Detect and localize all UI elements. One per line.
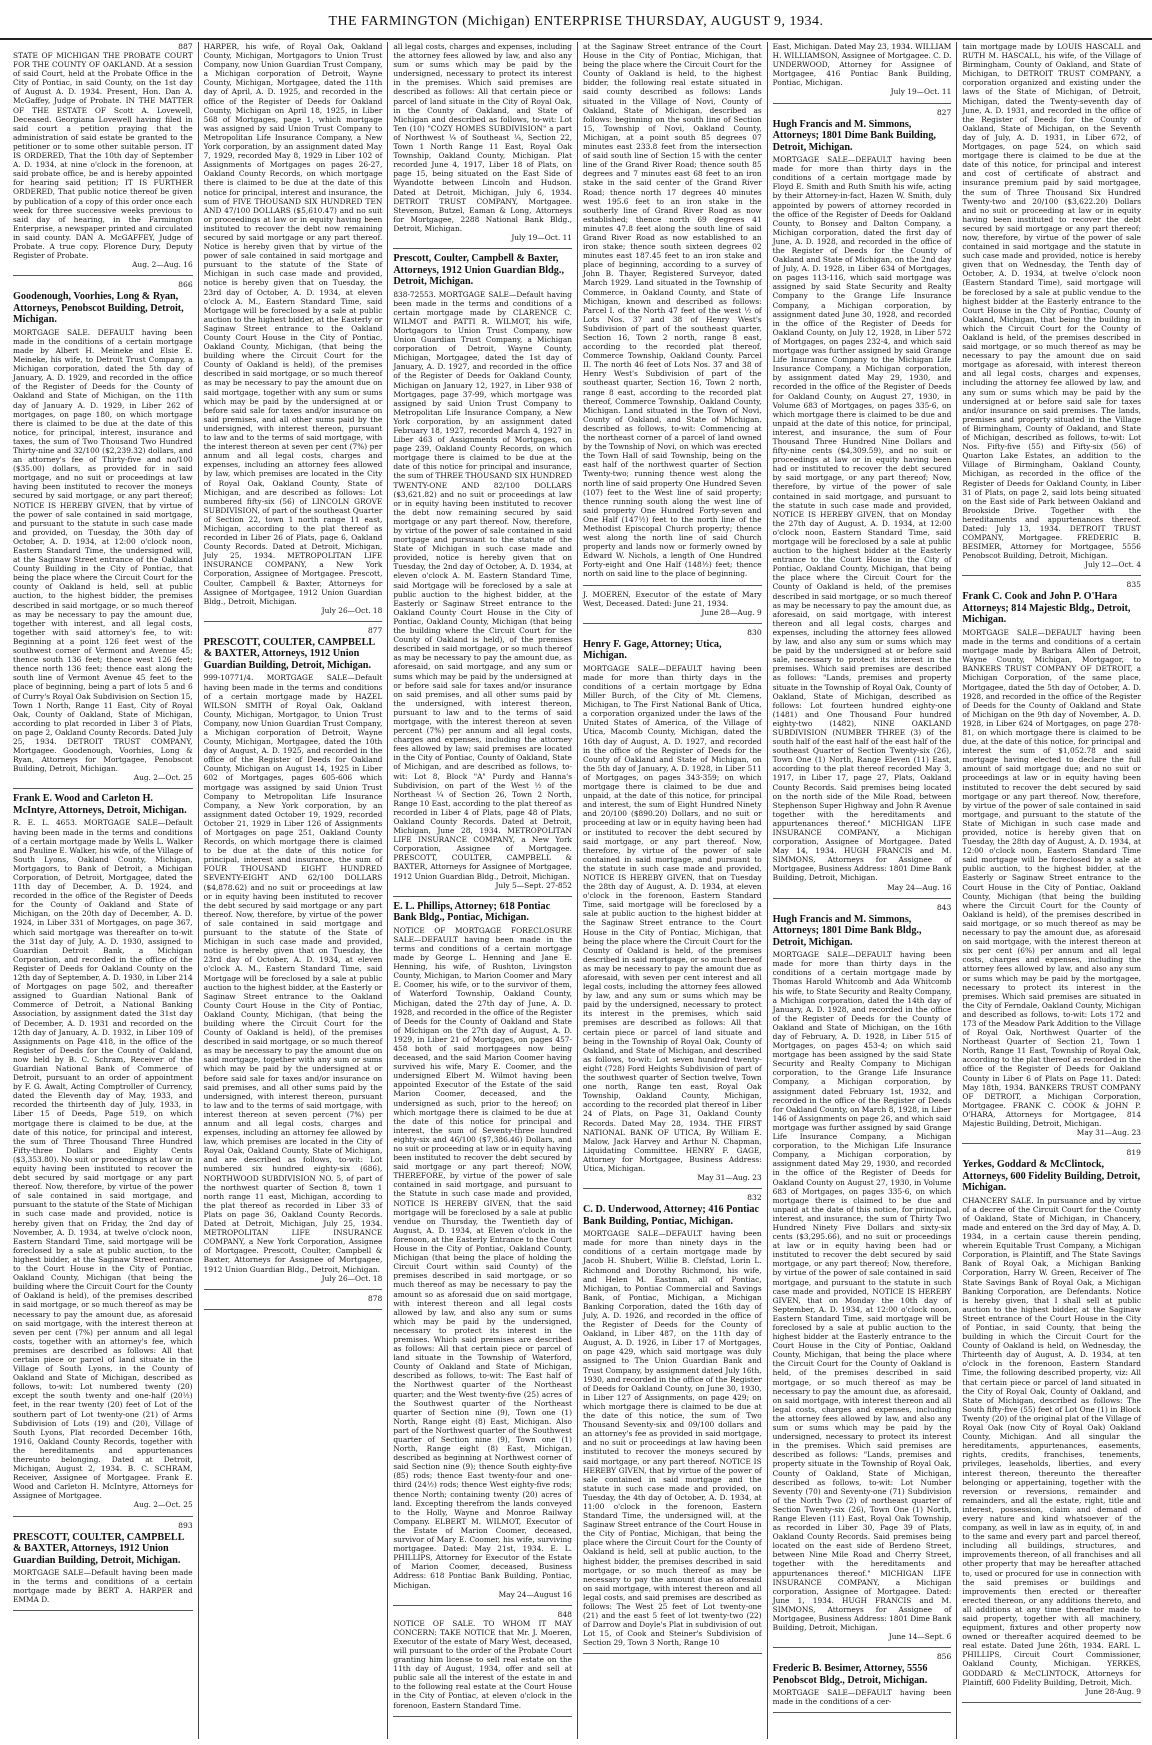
notice-heading: Goodenough, Voorhies, Long & Ryan, Attorneys, Penobscot Building, Detroit, Michigan.	[13, 291, 184, 326]
notice-number: 830	[747, 627, 762, 637]
notice-divider	[204, 1289, 383, 1290]
legal-notice	[204, 626, 383, 1283]
newspaper-column	[577, 42, 767, 1739]
legal-notice	[773, 108, 952, 892]
notice-publication-dates: June 28—Aug. 9	[701, 607, 762, 617]
notice-divider	[583, 1653, 762, 1654]
legal-notice	[13, 1521, 193, 1605]
notice-divider	[773, 1647, 952, 1648]
notice-publication-dates: May 31—Aug. 23	[1076, 1128, 1141, 1138]
notice-heading: Frank E. Wood and Carleton H. McIntyre, Attorneys, Detroit, Michigan.	[13, 793, 187, 816]
notice-divider	[773, 898, 952, 899]
notice-divider	[13, 1610, 193, 1611]
notice-number: 827	[936, 107, 952, 117]
legal-notice	[583, 628, 762, 1182]
notice-body: NOTICE OF MORTGAGE FORECLOSURE SALE—DEFAULT having been made in the terms and conditions of a certain mortgage made by George L. Henning and Jane E. Henning, his wife, of Rushton, Livingston County, Michigan, to Marion Coomer and Mary E. Coomer, his wife, or to the survivor of them, of Waterford Township, Oakland County, Michigan, dated the 27th day of June, A. D. 1928, and recorded in the office of the Register of Deeds for the County of Oakland and State of Michigan on the 27th day of August, A. D. 1929, in Liber 21 of Mortgages, on pages 457-458 both of said mortgagees now being deceased, and the said Marion Coomer having survived his wife, Mary E. Coomer, and the undersigned Elbert M. Wilmot having been appointed Executor of the Estate of the said Marion Coomer, deceased, and the undersigned as such, prior to the hereof; on which mortgage there is claimed to be due at the date of this notice for principal and interest, the sum of Seventy-three hundred eighty-six and 46/100 ($7,386.46) Dollars, and no suit or proceeding at law or in equity having been instituted to recover the debt secured by said mortgage or any part thereof; NOW, THEREFORE, by virtue of the power of sale contained in said mortgage, and pursuant to the Statute in such case made and provided, NOTICE IS HEREBY GIVEN, that the said mortgage will be foreclosed by a sale at public vendue on Thursday, the Twentieth day of August, A. D. 1934, at Eleven o'clock in the forenoon, at the Easterly Entrance to the Court House in the City of Pontiac, Oakland County, Michigan (that being the place of holding the Circuit Court within said County) of the premises described in said mortgage, or so much thereof as may be necessary to pay the amount so as aforesaid due on said mortgage, with interest thereon and all legal costs allowed by law, and also any sum or sums which may be paid by the undersigned, necessary to protect its interest in the premises. Which said premises are described as follows: All that certain piece or parcel of land situate in the Township of Waterford, County of Oakland and State of Michigan, described as follows, to-wit: The East half of the Northwest quarter of the Northeast quarter; and the West twenty-five (25) acres of the Southwest quarter of the Northeast quarter of Section nine (9), Town one (1) North, Range eight (8) East, Michigan. Also part of the Northwest quarter of the Southwest quarter of Section nine (9), Town one (1) North, Range eight (8) East, Michigan, described as beginning at Northwest corner of said Section nine (9); thence South eighty-five (85) rods; thence East twenty-four and one-third (24½) rods; thence West eighty-five rods; thence North; containing twenty (20) acres of land. Excepting therefrom the lands conveyed to the Holly, Wayne and Monroe Railway Company. ELBERT M. WILMOT, Executor of the Estate of Marion Coomer, deceased, survivor of Mary E. Coomer, his wife, surviving mortgagee. Dated: May 21st, 1934. E. L. PHILLIPS, Attorney for Executor of the Estate of Marion Coomer, deceased, Business Address: 618 Pontiac Bank Building, Pontiac, Michigan.	[393, 925, 572, 1590]
notice-number: 819	[1126, 1148, 1141, 1158]
notice-publication-dates: July 26—Oct. 18	[321, 605, 383, 615]
notice-number: 848	[557, 1609, 572, 1619]
notice-publication-dates: May 24—Aug. 16	[887, 882, 952, 892]
legal-notice	[773, 1652, 952, 1706]
notice-heading: C. D. Underwood, Attorney; 416 Pontiac Bank Building, Pontiac, Michigan.	[583, 1204, 760, 1227]
notice-body: STATE OF MICHIGAN THE PROBATE COURT FOR THE COUNTY OF OAKLAND. At a session of said Court, held at the Probate Office in the City of Pontiac, in said County, on the 1st day of August A. D. 1934. Present, Hon. Dan A. McGaffey, Judge of Probate. IN THE MATTER OF THE ESTATE OF Scott A. Lovewell, Deceased. Georgiana Lovewell having filed in said court a petition praying that the administration of said estate be granted to the petitioner or to some other suitable person. IT IS ORDERED, That the 10th day of September A. D. 1934, at nine o'clock in the forenoon, at said probate office, be and is hereby appointed for hearing said petition; IT IS FURTHER ORDERED, That public notice thereof be given by publication of a copy of this order once each week for three successive weeks previous to said day of hearing, in the Farmington Enterprise, a newspaper printed and circulated in said county. DAN A. McGAFFEY, Judge of Probate. A true copy. Florence Dury, Deputy Register of Probate.	[13, 51, 193, 261]
legal-notice	[393, 1610, 572, 1710]
notice-body: HARPER, his wife, of Royal Oak, Oakland County, Michigan, Mortgagors to Union Trust Company, now Union Guardian Trust Company, a Michigan corporation of Detroit, Wayne County, Michigan, Mortgagee, dated the 11th day of April, A. D. 1925, and recorded in the office of the Register of Deeds for Oakland County, Michigan on April 18, 1925, in Liber 568 of Mortgages, page 1, which mortgage was assigned by said Union Trust Company to Metropolitan Life Insurance Company, a New York corporation, by an assignment dated May 7, 1929, recorded May 8, 1929 in Liber 102 of Assignments of Mortgages on pages 26-27, Oakland County Records, on which mortgage there is claimed to be due at the date of this notice for principal, interest and insurance, the sum of FIVE THOUSAND SIX HUNDRED TEN AND 47/100 DOLLARS ($5,610.47) and no suit or proceedings at law or in equity having been instituted to recover the debt now remaining secured by said mortgage or any part thereof. Notice is hereby given that by virtue of the power of sale contained in said mortgage and pursuant to the statute of the State of Michigan in such case made and provided, notice is hereby given that on Tuesday, the 23rd day of October, A. D. 1934, at eleven o'clock A. M., Eastern Standard Time, said Mortgage will be foreclosed by a sale at public auction to the highest bidder, at the Easterly or Saginaw Street entrance to the Oakland County Court House in the City of Pontiac, Oakland County, Michigan, (that being the building where the Circuit Court for the County of Oakland is held), of the premises described in said mortgage, or so much thereof as may be necessary to pay the amount due on said mortgage, together with any sum or sums which may be paid by the undersigned at or before said sale for taxes and/or insurance on said premises, and all other sums paid by the undersigned, with interest thereon, pursuant to law and to the terms of said mortgage, with the interest thereon at seven per cent (7%) per annum and all legal costs, charges and expenses, including an attorney fees allowed by law, which premises are located in the City of Royal Oak, Oakland County, State of Michigan, and are described as follows: Lot numbered fifty-six (56) of LINCOLN GROVE SUBDIVISION, of part of the southeast Quarter of Section 22, town 1 north range 11 east, Michigan, according to the plat thereof as recorded in Liber 26 of Plats, page 6, Oakland County Records. Dated at Detroit, Michigan, July 25, 1934. METROPOLITAN LIFE INSURANCE COMPANY, a New York Corporation, Assignee of Mortgagee. Prescott, Coulter, Campbell & Baxter, Attorneys for Assignee of Mortgagee, 1912 Union Guardian Bldg., Detroit, Michigan.	[203, 42, 383, 606]
notice-publication-dates: June 28-Aug. 9	[1085, 1686, 1141, 1696]
newspaper-column	[767, 42, 957, 1739]
notice-number: 843	[936, 902, 952, 912]
notice-divider	[393, 896, 572, 897]
notice-number: 893	[178, 1520, 193, 1530]
notice-body: all legal costs, charges and expenses, including the attorney fees allowed by law, and also any sum or sums which may be paid by the undersigned, necessary to protect its interest in the premises. Which said premises are described as follows: All that certain piece or parcel of land situate in the City of Royal Oak, in the County of Oakland, and State of Michigan and described as follows, to-wit: Lot Ten (10) "COZY HOMES SUBDIVISION" a part of Northwest ¼ of Southeast ¼, Section 22, Town 1 North Range 11 East, Royal Oak Township, Oakland County, Michigan. Plat recorded June 4, 1917, Liber 18 of Plats, on page 15, being situated on the East Side of Wyandotte between Lincoln and Hudson. Dated at Detroit, Michigan, July 6, 1934. DETROIT TRUST COMPANY, Mortgagee. Stevenson, Butzel, Eaman & Long, Attorneys for Mortgagee, 2288 National Bank Bldg., Detroit, Michigan.	[393, 42, 572, 233]
notice-body: MORTGAGE SALE—DEFAULT having been made for more than thirty days in the conditions of a certain mortgage made by Floyd E. Smith and Ruth Smith his wife, acting by their Attorney-in-fact, Hazen W. Smith, duly appointed by powers of attorney recorded in the office of the Register of Deeds for Oakland County, to Bonsey and Dalton Company, a Michigan corporation, dated the first day of June, A. D. 1928, and recorded in the office of the Register of Deeds for the County of Oakland and State of Michigan, on the 2nd day of July, A. D. 1928, in Liber 634 of Mortgages, on pages 113-116, which said mortgage was assigned by said State Security and Realty Company to the Grange Life Insurance Company, a Michigan corporation, by assignment dated June 30, 1928, and recorded in the office of the Register of Deeds for Oakland County, on July 12, 1928, in Liber 572 of Mortgages, on pages 232-4, and which said mortgage was further assigned by said Grange Life Insurance Company to the Michigan Life Insurance Company, a Michigan corporation, by assignment dated May 29, 1930, and recorded in the office of the Register of Deeds for Oakland County, on August 27, 1930, in Volume 683 of Mortgages, on pages 335-6, on which mortgage there is claimed to be due and unpaid at the date of this notice, for principal, interest, and insurance, the sum of Four Thousand Three Hundred Nine Dollars and fifty-nine cents ($4,309.59), and no suit or proceedings at law or in equity having been had or instituted to recover the debt secured by said mortgage, or any part thereof; Now, therefore, by virtue of the power of sale contained in said mortgage, and pursuant to the statute in such case made and provided, NOTICE IS HEREBY GIVEN, that on Monday the 27th day of August, A. D. 1934, at 12:00 o'clock noon, Eastern Standard Time, said mortgage will be foreclosed by a sale at public auction to the highest bidder at the Easterly entrance to the Court House in the City of Pontiac, Oakland County, Michigan, that being the place where the Circuit Court for the County of Oakland is held, of the premises described in said mortgage, or so much thereof as may be necessary to pay the amount due, as aforesaid, on said mortgage, with interest thereon and all legal costs, charges and expenses, including the attorney fees allowed by law, and also any sum or sums which may be paid by the undersigned at or before said sale, necessary to protect its interest in the premises. Which said premises are described as follows: "Lands, premises and property situate in the Township of Royal Oak, County of Oakland, State of Michigan, described as follows: Lot fourteen hundred eighty-one (1481) and One Thousand Four hundred eighty-two (1482), NINE OAKLAND SUBDIVISION (NUMBER THREE (3) of the south half of the east half of the east half of the southeast Quarter of Section Twenty-six (26), Town One (1) North, Range Eleven (11) East, according to the plat thereof recorded May 3, 1917, in Liber 17, page 27, Plats, Oakland County Records. Said premises being located on the north side of the Mile Road, between Stephenson Super Highway and John R Avenue together with the hereditaments and appurtenances thereof." MICHIGAN LIFE INSURANCE COMPANY, a Michigan corporation, Assignee of Mortgagee. Dated May 14, 1934. HUGH FRANCIS and M. SIMMONS, Attorneys for Assignee of Mortgagee, Business Address: 1801 Dime Bank Building, Detroit, Michigan.	[772, 155, 952, 883]
notice-divider	[13, 788, 193, 789]
notice-number: 877	[367, 625, 383, 635]
notice-publication-dates: Aug. 2—Oct. 25	[133, 773, 193, 783]
notice-body: J. MOEREN, Executor of the estate of Mary West, Deceased. Dated: June 21, 1934.	[583, 589, 762, 608]
notice-number: 878	[367, 1293, 383, 1303]
notice-divider	[962, 1702, 1141, 1703]
notice-heading: Frank C. Cook and John P. O'Hara Attorneys; 814 Majestic Bldg., Detroit, Michigan.	[962, 591, 1131, 626]
notice-divider	[13, 1516, 193, 1517]
notice-divider	[962, 575, 1141, 576]
notice-body: MORTGAGE SALE—DEFAULT having been made for more than thirty days in the conditions of a certain mortgage made by Thomas Harold Whitcomb and Ada Whitcomb his wife, to State Security and Realty Company, a Michigan corporation, dated the 14th day of January, A. D. 1928, and recorded in the office of the Register of Deeds for the County of Oakland and State of Michigan, on the 16th day of February, A. D. 1928, in Liber 515 of Mortgages, on pages 453-4; on which said mortgage has been assigned by the said State Security and Realty Company to Michigan corporation, to the Grange Life Insurance Company, a Michigan corporation, by assignment dated February 1st, 1932, and recorded in the office of the Register of Deeds for Oakland County, on March 8, 1928, in Liber 146 of Assignments on page 26, and which said mortgage was further assigned by said Grange Life Insurance Company, a Michigan corporation, to the Michigan Life Insurance Company, a Michigan corporation, by assignment dated May 29, 1930, and recorded in the office of the Register of Deeds for Oakland County on August 27, 1930, in Volume 683 of Mortgages, on pages 335-6, on which mortgage there is claimed to be due and unpaid at the date of this notice, for principal, interest, and insurance, the sum of Thirty Two Hundred Ninety Five Dollars and sixty-six cents ($3,295.66), and no suit or proceedings at law or in equity having been had or instituted to recover the debt secured by said mortgage, or any part thereof; Now, therefore, by virtue of the power of sale contained in said mortgage, and pursuant to the statute in such case made and provided, NOTICE IS HEREBY GIVEN, that on Monday the 10th day of September, A. D. 1934, at 12:00 o'clock noon, Eastern Standard Time, said mortgage will be foreclosed by a sale at public auction to the highest bidder at the Easterly entrance to the Court House in the City of Pontiac, Oakland County, Michigan, that being the place where the Circuit Court for the County of Oakland is held, of the premises described in said mortgage, or so much thereof as may be necessary to pay the amount due, as aforesaid, on said mortgage, with interest thereon and all legal costs, charges and expenses, including the attorney fees allowed by law, and also any sum or sums which may be paid by the undersigned, necessary to protect its interest in the premises. Which said premises are described as follows: "Lands, premises and property situate in the Township of Royal Oak, County of Oakland, State of Michigan, described as follows, to-wit: Lot Number Seventy (70) and Seventy-one (71) Subdivision of the North Two (2) of northeast quarter of Section Twenty-six (26), Town One (1) North, Range Eleven (11) East, Royal Oak Township, as recorded in Liber 30, Page 39 of Plats, Oakland County Records. Said premises being located on the east side of Berdeno Street, between Nine Mile Road and Cherry Street, together with the hereditaments and appurtenances thereof." MICHIGAN LIFE INSURANCE COMPANY, a Michigan corporation, Assignee of Mortgagee. Dated: June 1, 1934. HUGH FRANCIS and M. SIMMONS, Attorneys for Assignee of Mortgagee, Business Address: 1801 Dime Bank Building, Detroit, Michigan.	[772, 950, 952, 1633]
legal-notices-columns	[8, 42, 1146, 1739]
legal-notice	[13, 793, 193, 1509]
legal-notice	[962, 580, 1141, 1137]
notice-heading: Hugh Francis and M. Simmons, Attorneys; 1801 Dime Bank Building, Detroit, Michigan.	[772, 118, 936, 153]
newspaper-column	[8, 42, 198, 1739]
notice-heading: Prescott, Coulter, Campbell & Baxter, Attorneys, 1912 Union Guardian Bldg., Detroit, Michigan.	[393, 253, 564, 288]
notice-publication-dates: July 26—Oct. 18	[321, 1273, 383, 1283]
notice-divider	[13, 275, 193, 276]
notice-body: at the Saginaw Street entrance of the Court House in the City of Pontiac, Michigan, that being the place where the Circuit Court for the County of Oakland is held, to the highest bidder, the following real estate situated in said county described as follows: Lands situated in the Village of Novi, County of Oakland, State of Michigan, described as follows: beginning on the south line of Section 15, Township of Novi, Oakland County, Michigan, at a point south 85 degrees 07 minutes east 233.8 feet from the intersection of said south line of Section 15 with the center line of the Grand River Road; thence south 85 degrees and 7 minutes east 68 feet to an iron stake in the said center of the Grand River Road; thence north 17 degrees 40 minutes west 195.6 feet to an iron stake in the southerly line of Grand River Road as now established; thence north 69 degrees 41 minutes 47.8 feet along the south line of said Grand River Road as now established to an iron stake; thence south sixteen degrees 02 minutes east 187.45 feet to an iron stake and place of beginning, according to a survey of John B. Thayer, Registered Surveyor, dated March 1929. Land situated in the Township of Commerce, in Oakland County, and State of Michigan, known and described as follows: Parcel I. of the North 47 feet of the west ½ of Lots Nos. 37 and 38 of Henry West's Subdivision of part of the southeast quarter, Section 16, Town 2 north, range 8 east, according to the recorded plat thereof, Commerce Township, Oakland County. Parcel II. The north 46 feet of Lots Nos. 37 and 38 of Henry West's Subdivision of part of the southeast quarter, Section 16, Town 2 north, range 8 east, according to the recorded plat thereof, Commerce Township, Oakland County, Michigan. Land situated in the Town of Novi, County of Oakland, and State of Michigan, described as follows, to-wit: Commencing at the northeast corner of a parcel of land owned by the Township of Novi, on which was erected the Town Hall of said Township, being on the east half of the northwest quarter of Section Twenty-two; running thence west along the north line of said property One Hundred Seven (107) feet to the West line of said property; thence running south along the west line of said property One Hundred Forty-seven and One Half (147½) feet to the north line of the Methodist Episcopal Church property; thence west along the north line of said Church property and lands now or formerly owned by Edward W. Nichols, a length of One Hundred Forty-eight and One Half (148½) feet; thence north on said line to the place of beginning.	[583, 42, 762, 579]
notice-publication-dates: May 31—Aug. 23	[697, 1173, 762, 1183]
notice-divider	[204, 621, 383, 622]
notice-divider	[393, 1716, 572, 1717]
notice-divider	[583, 1188, 762, 1189]
notice-divider	[962, 1143, 1141, 1144]
notice-number: 856	[936, 1652, 952, 1662]
notice-body: MORTGAGE SALE—DEFAULT having been made for more than thirty days in the conditions of a certain mortgage by Edna Miller Burch, of the City of Mt. Clemens, Michigan, to The First National Bank of Utica, a corporation organized under the laws of the United States of America, of the Village of Utica, Macomb County, Michigan, dated the 16th day of August, A. D. 1927, and recorded in the office of the Register of Deeds for the County of Oakland and State of Michigan, on the 5th day of January, A. D. 1928, in Liber 511 of Mortgages, on pages 343-359; on which mortgage there is claimed to be due and unpaid, at the date of this notice, for principal and interest, the sum of Eight Hundred Ninety and 20/100 ($890.20) Dollars, and no suit or proceeding at law or in equity having been had or instituted to recover the debt secured by said mortgage, or any part thereof. Now, therefore, by virtue of the power of sale contained in said mortgage, and pursuant to the statute in such case made and provided, NOTICE IS HEREBY GIVEN, that on Tuesday the 28th day of August, A. D. 1934, at eleven o'clock in the forenoon, Eastern Standard Time, said mortgage will be foreclosed by a sale at public auction to the highest bidder at the Saginaw Street entrance to the Court House in the City of Pontiac, Michigan, that being the place where the Circuit Court for the County of Oakland is held, of the premises described in said mortgage, or so much thereof as may be necessary to pay the amount due as aforesaid, with seven per cent interest and all legal costs, including the attorney fees allowed by law, and any sum or sums which may be paid by the undersigned, necessary to protect its interest in the premises, which said premises are described as follows: All that certain piece or parcel of land situate and being in the Township of Royal Oak, County of Oakland, and State of Michigan, and described as follows, to-wit: Lot seven hundred twenty-eight (728) Ford Heights Subdivision of part of the southwest quarter of Section twelve, Town one north, Range ten east, Royal Oak Township, Oakland County, Michigan, according to the recorded plat thereof in Liber 24 of Plats, on Page 31, Oakland County Records. Dated May 28, 1934. THE FIRST NATIONAL BANK OF UTICA, By William E. Malow, Jack Harvey and Arthur N. Chapman, Liquidating Committee. HENRY F. GAGE, Attorney for Mortgagee, Business Address: Utica, Michigan.	[583, 663, 762, 1173]
notice-divider	[773, 103, 952, 104]
notice-publication-dates: June 14—Sept. 6	[888, 1632, 952, 1642]
notice-body: MORTGAGE SALE—DEFAULT having been made in the conditions of a cer-	[772, 1688, 952, 1707]
legal-notice	[773, 42, 952, 97]
notice-publication-dates: July 19—Oct. 11	[511, 232, 572, 242]
notice-heading: PRESCOTT, COULTER, CAMPBELL & BAXTER, Attorneys, 1912 Union Guardian Building, Detroit, Michigan.	[203, 636, 375, 671]
notice-publication-dates: July 5—Sept. 27-852	[495, 880, 572, 890]
notice-body: tain mortgage made by LOUIS HASCALL and RUTH M. HASCALL, his wife, of the Village of Birmingham, County of Oakland, and State of Michigan, to DETROIT TRUST COMPANY, a corporation organized and existing under the laws of the State of Michigan, of Detroit, Michigan, dated the Twenty-seventh day of June, A. D. 1931, and recorded in the office of the Register of Deeds for the County of Oakland, State of Michigan, on the Seventh day of July, A. D. 1931, in Liber 672, of Mortgages, on page 524, on which said mortgage there is claimed to be due at the date of this notice, for principal and interest and cost of certificate of abstract and insurance premium paid by said mortgagee, the sum of Three Thousand Six Hundred Twenty-two and 20/100 ($3,622.20) Dollars and no suit or proceeding at law or in equity having been instituted to recover the debt secured by said mortgage or any part thereof; now, therefore, by virtue of the power of sale contained in said mortgage and the statute in such case made and provided, notice is hereby given that on Wednesday, the Tenth day of October, A. D. 1934, at twelve o'clock noon (Eastern Standard Time), said mortgage will be foreclosed by a sale at public vendue to the highest bidder at the Easterly entrance to the Court House in the City of Pontiac, County of Oakland, Michigan, that being the building in which the Circuit Court for the County of Oakland is held, of the premises described in said mortgage, or so much thereof as may be necessary to pay the amount due on said mortgage as aforesaid, with interest thereon and all legal costs, charges and expenses, including the attorney fee allowed by law, and any sum or sums which may be paid by the undersigned at or before said sale for taxes and/or insurance on said premises. The lands, premises and property situated in the Village of Birmingham, County of Oakland, and State of Michigan, described as follows, to-wit: Lot Nos. Fifty-five (55) and Fifty-six (56) of Quarton Lake Estates, an addition to the Village of Birmingham, Oakland County, Michigan, as recorded in the office of the Register of Deeds for Oakland County, in Liber 31 of Plats, on page 2, said lots being situated on the East side of Park between Oakland and Brookside Drive. Together with the hereditaments and appurtenances thereof. Dated: July 13, 1934. DETROIT TRUST COMPANY, Mortgagee. FREDERIC B. BESIMER, Attorney for Mortgagee, 5556 Penobscot Building, Detroit, Michigan.	[962, 42, 1141, 561]
notice-divider	[583, 585, 762, 586]
notice-publication-dates: May 24—August 16	[498, 1589, 572, 1599]
legal-notice	[13, 42, 193, 269]
notice-heading: Hugh Francis and M. Simmons, Attorneys; 1801 Dime Bank Bldg., Detroit, Michigan.	[772, 913, 922, 948]
legal-notice	[393, 253, 572, 890]
legal-notice	[13, 280, 193, 782]
newspaper-column	[387, 42, 577, 1739]
notice-divider	[204, 1309, 383, 1310]
legal-notice	[773, 903, 952, 1642]
notice-body: 999-10771/4. MORTGAGE SALE—Default having been made in the terms and conditions of a certain mortgage made by HAZEL WILSON SMITH of Royal Oak, Oakland County, Michigan, Mortgagor, to Union Trust Company, now Union Guardian Trust Company, a Michigan corporation of Detroit, Wayne County, Michigan, Mortgagee, dated the 10th day of August, A. D. 1925, and recorded in the office of the Register of Deeds for Oakland County, Michigan on August 14, 1925 in Liber 602 of Mortgages, pages 605-606 which mortgage was assigned by said Union Trust Company to Metropolitan Life Insurance Company, a New York corporation, by an assignment dated October 19, 1929, recorded October 21, 1929 in Liber 126 of Assignments of Mortgages on page 251, Oakland County Records, on which mortgage there is claimed to be due at the date of this notice for principal, interest and insurance, the sum of FOUR THOUSAND EIGHT HUNDRED SEVENTY-EIGHT AND 62/100 DOLLARS ($4,878.62) and no suit or proceedings at law or in equity having been instituted to recover the debt secured by said mortgage or any part thereof. Now, therefore, by virtue of the power of sale contained in said mortgage and pursuant to the statute of the State of Michigan in such case made and provided, notice is hereby given that on Tuesday, the 23rd day of October, A. D. 1934, at eleven o'clock A. M., Eastern Standard Time, said Mortgage will be foreclosed by a sale at public auction to the highest bidder, at the Easterly or Saginaw Street entrance to the Oakland County Court House in the City of Pontiac, Oakland County, Michigan, (that being the building where the Circuit Court for the County of Oakland is held), of the premises described in said mortgage, or so much thereof as may be necessary to pay the amount due on said mortgage, together with any sum or sums which may be paid by the undersigned at or before said sale for taxes and/or insurance on said premises, and all other sums paid by the undersigned, with interest thereon, pursuant to law and to the terms of said mortgage, with interest thereon at seven percent (7%) per annum and all legal costs, charges and expenses, including an attorney fee allowed by law, which premises are located in the City of Royal Oak, Oakland County, State of Michigan, and are described as follows, to-wit: Lot numbered six hundred eighty-six (686), NORTHWOOD SUBDIVISION NO. 5, of part of the northwest quarter of Section 8, town 1 north range 11 east, Michigan, according to the plat thereof as recorded in Liber 33 of Plats on page 36, Oakland County Records. Dated at Detroit, Michigan, July 25, 1934. METROPOLITAN LIFE INSURANCE COMPANY, a New York Corporation, Assignee of Mortgagee. Prescott, Coulter, Campbell & Baxter, Attorneys for Assignee of Mortgagee, 1912 Union Guardian Bldg., Detroit, Michigan.	[203, 673, 383, 1274]
notice-publication-dates: Aug. 2—Aug. 16	[132, 260, 193, 270]
notice-heading: PRESCOTT, COULTER, CAMPBELL & BAXTER, Attorneys, 1912 Union Guardian Building, Detroit, Michigan.	[13, 1531, 184, 1566]
notice-body: R. E. L. 4653. MORTGAGE SALE—Default having been made in the terms and conditions of a certain mortgage made by Wells L. Walker and Pauline E. Walker, his wife, of the Village of South Lyons, Oakland County, Michigan, Mortgagors, to Bank of Detroit, a Michigan Corporation, of Detroit, Mortgagee, dated the 11th day of December, A. D. 1924, and recorded in the office of the Register of Deeds for the County of Oakland and State of Michigan, on the 20th day of December, A. D. 1924, in Liber 331 of Mortgages, on page 367, which said mortgage was thereafter on to-wit the 31st day of July, A. D. 1930, assigned to Guardian Detroit Bank, a Michigan Corporation, and recorded in the office of the Register of Deeds for Oakland County on the 12th day of September, A. D. 1930, in Liber 214 of Mortgages on page 502, and thereafter assigned to Guardian National Bank of Commerce of Detroit, a National Banking Association, by assignment dated the 31st day of December, A. D. 1931 and recorded on the 12th day of January, A. D. 1932, in Liber 109 of Assignments on Page 418, in the office of the Register of Deeds for the County of Oakland, now held by B. C. Schram, Receiver of the Guardian National Bank of Commerce of Detroit, pursuant to an order of appointment by F. G. Awalt, Acting Comptroller of Currency, dated the Eleventh day of May, 1933, and recorded the thirteenth day of July, 1933, in Liber 15 of Deeds, Page 519, on which mortgage there is claimed to be due, at the date of this notice, for principal and interest, the sum of Three Thousand Three Hundred Fifty-three Dollars and Eighty Cents ($3,353.80). No suit or proceedings at law or in equity having been instituted to recover the debt secured by said mortgage or any part thereof. Now, therefore, by virtue of the power of sale contained in said mortgage, and pursuant to the statute of the State of Michigan in such case made and provided, notice is hereby given that on Friday, the 2nd day of November, A. D. 1934, at twelve o'clock noon, Eastern Standard Time, said mortgage will be foreclosed by a sale at public auction, to the highest bidder, at the Saginaw Street entrance to the Court House in the City of Pontiac, Oakland County, Michigan (that being the building where the Circuit Court for the County of Oakland is held), of the premises described in said mortgage, or so much thereof as may be necessary to pay the amount due, as aforesaid on said mortgage, with the interest thereon at seven per cent (7%) per annum and all legal costs, together with an attorney's fee, which premises are described as follows: All that certain piece or parcel of land situate in the Village of South Lyons, in the County of Oakland and State of Michigan, described as follows, to-wit: Lot numbered twenty (20) except the south twenty and one-half (20½) feet, in the rear twenty (20) feet of Lot of the southern part of Lot twenty-one (21) of Arms Subdivision of Lots (19) and (20), Village of South Lyons, Plat recorded December 16th, 1916, Oakland County Records, together with the hereditaments and appurtenances thereunto belonging. Dated at Detroit, Michigan, August 2, 1934. B. C. SCHRAM, Receiver, Assignee of Mortgagee. Frank E. Wood and Carleton H. McIntyre, Attorneys for Assignee of Mortgagee.	[13, 818, 193, 1501]
newspaper-masthead	[0, 0, 1152, 40]
notice-body: East, Michigan. Dated May 23, 1934. WILLIAM H. WILLIAMSON, Assignee of Mortgagee. C. D. UNDERWOOD, Attorney for Assignee of Mortgagee, 416 Pontiac Bank Building, Pontiac, Michigan.	[772, 42, 952, 88]
legal-notice	[393, 42, 572, 242]
legal-notice	[583, 42, 762, 579]
notice-body: MORTGAGE SALE. DEFAULT having been made in the conditions of a certain mortgage made by Albert H. Meineke and Elsie E. Meineke, his wife, to Detroit Trust Company, a Michigan corporation, dated the 5th day of January, A. D. 1929, and recorded in the office of the Register of Deeds for the County of Oakland and State of Michigan, on the 11th day of January A. D. 1929, in Liber 262 of mortgages, on page 180, on which mortgage there is claimed to be due at the date of this notice, for principal, interest, insurance and taxes, the sum of Two Thousand Two Hundred Thirty-nine and 32/100 ($2,239.32) dollars, and an attorney's fee of Thirty-five and no/100 ($35.00) dollars, as provided for in said mortgage, and no suit or proceedings at law having been instituted to recover the moneys secured by said mortgage, or any part thereof; NOTICE IS HEREBY GIVEN, that by virtue of the power of sale contained in said mortgage, and pursuant to the statute in such case made and provided, on Tuesday, the 30th day of October, A. D. 1934, at 12:00 o'clock noon, Eastern Standard Time, the undersigned will, at the Saginaw Street entrance of the Oakland County Building in the City of Pontiac, that being the place where the Circuit Court for the county of Oakland is held, sell at public auction, to the highest bidder, the premises described in said mortgage, or so much thereof as may be necessary to pay the amount due, together with interest, and all legal costs, together with said attorney's fee, to wit: Beginning at a point 126 feet west of the southwest corner of Vermont and Avenue 45; thence south 136 feet; thence west 126 feet; thence north 136 feet; thence east along the south line of Vermont Avenue 45 feet to the place of beginning, being a part of lots 5 and 6 of Curry's Royal Oak Subdivision on Section 15, Town 1 North, Range 11 East, City of Royal Oak, County of Oakland, State of Michigan, according to plat recorded in Liber 3 of Plats, on page 2, Oakland County Records. Dated July 25, 1934. DETROIT TRUST COMPANY, Mortgagee. Goodenough, Voorhies, Long & Ryan, Attorneys for Mortgagee, Penobscot Building, Detroit, Michigan.	[13, 327, 193, 774]
notice-divider	[393, 1605, 572, 1606]
legal-notice	[962, 42, 1141, 569]
notice-divider	[583, 623, 762, 624]
notice-body: 838-72553. MORTGAGE SALE—Default having been made in the terms and conditions of a certain mortgage made by CLARENCE C. WILMOT and PATTI R. WILMOT, his wife, Mortgagors to Union Trust Company, now Union Guardian Trust Company, a Michigan corporation of Detroit, Wayne County, Michigan, Mortgagee, dated the 1st day of January, A. D. 1927, and recorded in the office of the Register of Deeds for Oakland County, Michigan on January 12, 1927, in Liber 938 of Mortgages, page 37-99, which mortgage was assigned by said Union Trust Company to Metropolitan Life Insurance Company, a New York corporation, by an assignment dated February 18, 1927, recorded March 4, 1927 in Liber 463 of Assignments of Mortgages, on page 239, Oakland County Records, on which mortgage there is claimed to be due at the date of this notice for principal and insurance, the sum of THREE THOUSAND SIX HUNDRED TWENTY-ONE AND 82/100 DOLLARS ($3,621.82) and no suit or proceedings at law or in equity having been instituted to recover the debt now remaining secured by said mortgage or any part thereof. Now, therefore, by virtue of the power of sale contained in said mortgage and pursuant to the statute of the State of Michigan in such case made and provided, notice is hereby given that on Tuesday, the 2nd day of October, A. D. 1934, at eleven o'clock A. M. Eastern Standard Time, said Mortgage will be foreclosed by a sale at public auction to the highest bidder, at the Easterly or Saginaw Street entrance to the Oakland County Court House in the City of Pontiac, Oakland County, Michigan (that being the building where the Circuit Court for the County of Oakland is held), of the premises described in said mortgage, or so much thereof as may be necessary to pay the amount due, as aforesaid, on said mortgage, and any sum or sums which may be paid by the undersigned at or before said sale for taxes and/or insurance on said premises, and all other sums paid by the undersigned, with interest thereon, pursuant to law and to the terms of said mortgage, with the interest thereon at seven percent (7%) per annum and all legal costs, charges and expenses, including the attorney fees allowed by law; said premises are located in the City of Pontiac, County of Oakland, State of Michigan, and are described as follows, to-wit: Lot 8, Block "A" Purdy and Hanna's Subdivision, on part of the West ½ of the Northeast ¼ of Section 26, Town 2 North, Range 10 East, according to the plat thereof as recorded in Liber 4 of Plats, page 48 of Plats, Oakland County Records. Dated at Detroit, Michigan, June 28, 1934. METROPOLITAN LIFE INSURANCE COMPANY, a New York Corporation, Assignee of Mortgagee. PRESCOTT, COULTER, CAMPBELL & BAXTER, Attorneys for Assignee of Mortgagee, 1912 Union Guardian Bldg., Detroit, Michigan.	[393, 289, 572, 881]
newspaper-title: THE FARMINGTON (Michigan) ENTERPRISE THURSDAY, AUGUST 9, 1934.	[328, 14, 824, 29]
notice-number: 832	[747, 1193, 762, 1203]
notice-body: MORTGAGE SALE—DEFAULT having been made for more than ninety days in the conditions of a certain mortgage made by Jacob H. Shubert, Willie B. Clefstad, Lorin L. Richmond and Dorothy Richmond, his wife, and Helen M. Eastman, all of Pontiac, Michigan, to Pontiac Commercial and Savings Bank, of Pontiac, Michigan, a Michigan Banking Corporation, dated the 16th day of July, A. D. 1926, and recorded in the office of the Register of Deeds for the County of Oakland, in Liber 487, on the 11th day of August, A. D. 1926, in Liber 17 of Mortgages, on page 429, which said mortgage was duly assigned to The Union Guardian Bank and Trust Company, by assignment dated July 16th, 1930, and recorded in the office of the Register of Deeds for Oakland County, on June 30, 1930, in Liber 127 of Assignments, on page 429; on which mortgage there is claimed to be due at the date of this notice, the sum of Two Thousand Seventy-six and 09/100 dollars and an attorney's fee as provided in said mortgage, and no suit or proceedings at law having been instituted to recover the moneys secured by said mortgage, or any part thereof. NOTICE IS HEREBY GIVEN, that by virtue of the power of sale contained in said mortgage and the statute in such case made and provided, on Tuesday, the 4th day of October, A. D. 1934, at 11:00 o'clock in the forenoon, Eastern Standard Time, the undersigned will, at the Saginaw Street entrance of the Court House in the City of Pontiac, Michigan, that being the place where the Circuit Court for the County of Oakland is held, sell at public auction, to the highest bidder, the premises described in said mortgage, or so much thereof as may be necessary to pay the amount due as aforesaid on said mortgage, with interest thereon and all legal costs, and said premises are described as follows: The West 25 feet of Lot twenty-one (21) and the east 5 feet of lot twenty-two (22) of Darrow and Doyle's Plat in subdivision of out Lot 15, of Cook and Steiner's Subdivision of Section 29, Town 3 North, Range 10	[583, 1229, 762, 1648]
legal-notice	[204, 42, 383, 615]
notice-number: 866	[178, 280, 193, 290]
legal-notice	[204, 1294, 383, 1303]
notice-number: 835	[1126, 580, 1141, 590]
notice-number: 887	[178, 42, 193, 51]
newspaper-column	[198, 42, 388, 1739]
notice-body: MORTGAGE SALE—Default having been made in the terms and conditions of a certain mortgage made by BERT A. HARPER and EMMA D.	[13, 1568, 193, 1605]
notice-body: MORTGAGE SALE—DEFAULT having been made in the terms and conditions of a certain mortgage made by Barbara Allen of Detroit, Wayne County, Michigan, Mortgagor, to BANKERS TRUST COMPANY OF DETROIT, a Michigan Corporation, of the same place, Mortgagee, dated the 5th day of October, A. D. 1928, and recorded in the office of the Register of Deeds for the County of Oakland and State of Michigan on the 9th day of November, A. D. 1928, in Liber 624 of Mortgages, on page 278-81, on which mortgage there is claimed to be due, at the date of this notice, for principal and interest the sum of $1,052.78 and said mortgage having elected to declare the full amount of said mortgage due; and no suit or proceedings at law or in equity having been instituted to recover the debt secured by said mortgage or any part thereof. Now, therefore, by virtue of the power of sale contained in said mortgage, and pursuant to the statute of the State of Michigan in such case made and provided, notice is hereby given that on Tuesday, the 28th day of August, A. D. 1934, at 12:00 o'clock noon, Eastern Standard Time said mortgage will be foreclosed by a sale at public auction, to the highest bidder, at the Easterly or Saginaw Street entrance to the Court House in the City of Pontiac, Oakland County, Michigan (that being the building where the Circuit Court for the County of Oakland is held), of the premises described in said mortgage, or so much thereof as may be necessary to pay the amount due, as aforesaid on said mortgage, with the interest thereon at six per cent (6%) per annum and all legal costs, charges and expenses, including the attorney fees allowed by law, and also any sum or sums which may be paid by the mortgagee, necessary to protect its interest in the premises. Which said premises are situated in the City of Ferndale, Oakland County, Michigan and described as follows, to-wit: Lots 172 and 173 of the Meadow Park Addition to the Village of Royal Oak, Northwest Quarter of the Northeast Quarter of Section 21, Town 1 North, Range 11 East, Township of Royal Oak, according to the plat thereof as recorded in the office of the Register of Deeds for Oakland County in Liber 6 of Plats on Page 11. Dated: May 18th, 1934. BANKERS TRUST COMPANY OF DETROIT, a Michigan Corporation, Mortgagee. FRANK C. COOK & JOHN P. O'HARA, Attorneys for Mortgagee, 814 Majestic Building, Detroit, Michigan.	[962, 627, 1141, 1128]
notice-divider	[773, 1712, 952, 1713]
newspaper-column	[956, 42, 1146, 1739]
legal-notice	[583, 1193, 762, 1647]
notice-publication-dates: July 12—Oct. 4	[1085, 560, 1141, 570]
legal-notice	[393, 901, 572, 1599]
legal-notice	[583, 590, 762, 617]
notice-heading: E. L. Phillips, Attorney; 618 Pontiac Bank Bldg., Pontiac, Michigan.	[393, 900, 551, 924]
notice-heading: Henry F. Gage, Attorney; Utica, Michigan.	[583, 638, 722, 662]
legal-notice	[962, 1148, 1141, 1696]
notice-body: NOTICE OF SALE. TO WHOM IT MAY CONCERN: TAKE NOTICE that Mr. J. Moeren, Executor of the estate of Mary West, deceased, will pursuant to the order of the Probate Court granting him license to sell real estate on the 11th day of August, 1934, offer and sell at public sale all the interest of the estate in and to the following real estate at the Court House in the City of Pontiac, at eleven o'clock in the forenoon, Eastern Standard Time.	[393, 1618, 572, 1710]
notice-heading: Frederic B. Besimer, Attorney, 5556 Penobscot Bldg., Detroit, Michigan.	[772, 1663, 928, 1686]
notice-heading: Yerkes, Goddard & McClintock, Attorneys, 600 Fidelity Building, Detroit, Michigan.	[962, 1159, 1141, 1194]
notice-divider	[393, 248, 572, 249]
notice-publication-dates: July 19—Oct. 11	[890, 87, 952, 97]
notice-publication-dates: Aug. 2—Oct. 25	[133, 1500, 193, 1510]
notice-body: CHANCERY SALE. In pursuance and by virtue of a decree of the Circuit Court for the County of Oakland, State of Michigan, in Chancery, made and entered on the 3rd day of May, A. D. 1934, in a certain cause therein pending, wherein Equitable Trust Company, a Michigan Corporation, is Plaintiff, and The State Savings Bank of Royal Oak, a Michigan Banking Corporation, Harry W. Green, Receiver of The State Savings Bank of Royal Oak, a Michigan Banking Corporation, are Defendants. Notice is hereby given, that I shall sell at public auction to the highest bidder, at the Saginaw Street entrance of the Court House in the City of Pontiac, in said County, that being the building in which the Circuit Court for the County of Oakland is held, on Wednesday, the Thirteenth day of August, A. D. 1934, at ten o'clock in the forenoon, Eastern Standard Time, the following described property, viz: All that certain piece or parcel of land situated in the City of Royal Oak, County of Oakland, and State of Michigan, described as follows: The South fifty-five (55) feet of Lot One (1) in Block Twenty (20) of the original plat of the Village of Royal Oak (now City of Royal Oak) Oakland County, Michigan. And all singular the hereditaments, appurtenances, easements, rights, credits, franchises, tenements, privileges, leaseholds, liberties, and every interest thereon, thereunto the thereafter belonging or appertaining, together with the reversion or reversions, remainder and remainders, and all the estate, right, title and interest, possession, claim and demand of every nature and kind whatsoever of the company, as well in law as in equity, of, in and to the same and every part and parcel thereof, including all buildings, structures, and improvements thereon, of all franchises and all other property that may be hereafter attached to, used or procured for use in connection with the said premises or buildings and improvements then erected or thereafter erected thereon, or any additions thereto, and all additions at any time thereafter made to said property, together with all machinery, equipment, fixtures and other property now owned or thereafter acquired deemed to be real estate. Dated June 26th, 1934. EARL L. PHILLIPS, Circuit Court Commissioner, Oakland County, Michigan. YERKES, GODDARD & McCLINTOCK, Attorneys for Plaintiff, 600 Fidelity Building, Detroit, Mich.	[962, 1195, 1141, 1687]
